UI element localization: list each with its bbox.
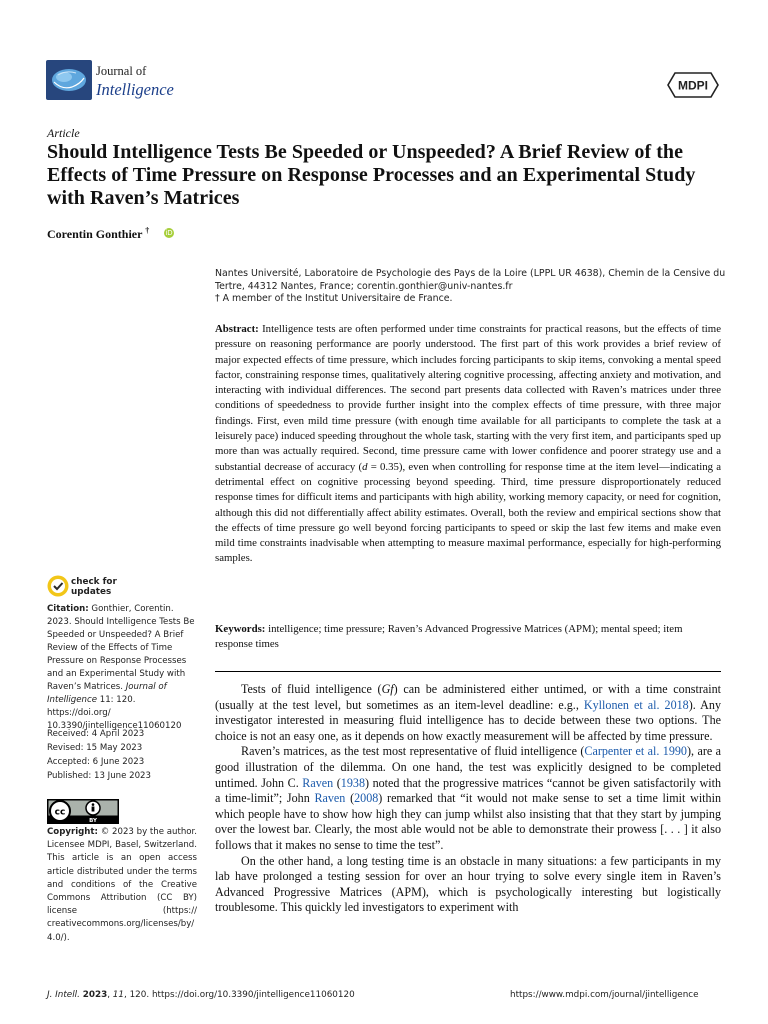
footer-doi[interactable]: , 120. https://doi.org/10.3390/jintelligence11060120 [123,990,355,1000]
copyright-block [47,826,197,945]
by-text: BY [89,818,97,824]
check-for-updates-icon[interactable] [47,575,69,597]
p2-text-f: ) remarked that “it would not make sense to set a time limit within which people have to show how high they can jump whilst also insisting that that they start by jumping over the lowest bar. Clearly, the most able would not be able to demonstrate their prowess [. . . ] it also follows that it makes no sense to time the test”. [215,791,721,852]
keywords-text: intelligence; time pressure; Raven’s Advanced Progressive Matrices (APM); mental speed; item response times [215,623,683,651]
citation-journal: Journal of Intelligence [47,682,167,705]
abstract-text-2: = 0.35), even when controlling for response time at the item level—indicating a detrimental effect on cognitive processing beyond speeding. Third, time pressure disproportionately reduced response times for difficult items and participants with high ability, working memory capacity, or need for cognition, although this did not differentially affect ability estimates. Overall, both the review and empirical sections show that the effects of time pressure go well beyond forcing participants to speed or skip the last few items and make even mild time constraints inadvisable when attempting to measure maximal performance, especially for high-performing samples. [215,460,722,565]
footer-journal-url[interactable]: https://www.mdpi.com/journal/jintelligence [510,990,699,1000]
check-for-updates-label[interactable] [71,578,117,597]
effect-size-symbol: d [362,460,368,473]
journal-logo [46,60,92,100]
abstract-text-1: Intelligence tests are often performed under time constraints for practical reasons, but the effects of time pressure on reasoning performance are poorly understood. The first part of this work provides a brief review of major expected effects of time pressure, which includes forcing participants to skip items, convoking a mental speed factor, constraining response times, qualitatively altering cognitive processing, affecting anxiety and motivation, and interacting with individual differences. The second part presents data collected with Raven’s matrices under three conditions of speededness to provide further insight into the complex effects of time pressure, with three major findings. First, even mild time pressure (with enough time available for all participants to complete the task at a leisurely pace) induced speeding throughout the whole task, starting with the very first item, and participants sped up more than was actually required. Second, time pressure came with lower confidence and poorer strategy use and a substantial decrease of accuracy ( [215,323,721,473]
paragraph-1 [215,682,721,744]
copyright-text: © 2023 by the author. Licensee MDPI, Basel, Switzerland. This article is an open access article distributed under the terms and conditions of the Creative Commons Attribution (CC BY) license (https:// creativecommons.org/licenses/by/ 4.0/). [47,827,198,943]
article-title: Should Intelligence Tests Be Speeded or Unspeeded? A Brief Review of the Effects of Time Pressure on Response Processes and an Experimental Study with Raven’s Matrices [47,141,696,209]
affiliation-note: † A member of the Institut Universitaire de France. [215,293,453,304]
gf-symbol: Gf [381,682,394,696]
cc-text: cc [54,807,66,818]
author-name-text: Corentin Gonthier [47,227,143,241]
citation-link-carpenter[interactable]: Carpenter et al. 1990 [584,744,687,759]
check-line-1: check for [71,577,117,587]
p1-text-c: ). Any investigator interested in measuring fluid intelligence has to decide between these two options. The choice is not an easy one, as it depends on how exactly measurement will be affected by time pressure. [215,697,721,743]
p2-text-c: ( [333,775,341,790]
date-received: Received: 4 April 2023 [47,729,145,739]
p1-text-a: Tests of fluid intelligence ( [241,682,382,696]
footer-year: 2023 [82,990,108,1000]
check-line-2: updates [71,586,112,597]
p2-text-b: ), are a good illustration of the dilemma. On one hand, the test was explicitly designed to be completed untimed. John C. [215,744,721,790]
date-accepted: Accepted: 6 June 2023 [47,757,145,767]
copyright-label: Copyright: [47,827,98,837]
citation-link-raven-2008-name[interactable]: Raven [314,791,346,806]
date-published: Published: 13 June 2023 [47,771,151,781]
p2-text-e: ( [345,791,355,806]
author-mark: † [145,226,150,235]
footer-citation: J. Intell. 2023, 11, 120. https://doi.org/10.3390/jintelligence11060120 [47,990,355,1000]
journal-name: Intelligence [96,80,174,99]
footer-journal: J. Intell. [47,990,80,1000]
citation-volume[interactable]: 11: 120. https://doi.org/ 10.3390/jintelligence11060120 [47,695,182,731]
footer-volume: 11 [112,990,124,1000]
article-type: Article [47,126,80,140]
citation-link-kyllonen[interactable]: Kyllonen et al. 2018 [583,697,689,712]
body-text [215,682,721,916]
p2-text-d: ) noted that the progressive matrices “cannot be given satisfactorily with a time-limit”; John [215,775,721,806]
p1-text-b: ) can be administered either untimed, or with a time constraint (usually at the test level, but sometimes as an item-level deadline: e.g., [215,682,721,712]
orcid-icon[interactable]: iD [165,229,173,237]
keywords [215,622,721,653]
citation-block [47,603,197,733]
abstract [215,322,721,567]
mdpi-logo[interactable] [667,72,719,98]
citation-link-raven-2008-year[interactable]: 2008 [354,791,379,806]
journal-of-label: Journal of [96,64,147,78]
citation-link-raven-1938-year[interactable]: 1938 [340,775,365,790]
author-name[interactable] [47,226,149,242]
section-divider [215,671,721,672]
abstract-label: Abstract: [215,323,259,335]
keywords-label: Keywords: [215,623,266,635]
mdpi-logo-text: MDPI [678,78,708,93]
p2-text-a: Raven’s matrices, as the test most representative of fluid intelligence ( [241,744,585,759]
date-revised: Revised: 15 May 2023 [47,743,143,753]
paragraph-2 [215,744,721,853]
citation-link-raven-1938-name[interactable]: Raven [302,775,334,790]
cc-by-license-icon[interactable] [47,799,119,824]
citation-label: Citation: [47,604,89,614]
citation-text: Gonthier, Corentin. 2023. Should Intelligence Tests Be Speeded or Unspeeded? A Brief Review of the Effects of Time Pressure on Response Processes and an Experimental Study with Raven’s Matrices. [47,604,195,692]
affiliation: Nantes Université, Laboratoire de Psychologie des Pays de la Loire (LPPL UR 4638), Chemin de la Censive du Tertre, 44312 Nantes, France; corentin.gonthier@univ-nantes.fr [215,268,726,292]
paragraph-3: On the other hand, a long testing time is an obstacle in many situations: a few participants in my lab have prolonged a testing session for over an hour trying to solve every single item in Raven’s Advanced Progressive Matrices (APM), which is psychologically interesting but logistically troublesome. This quickly led investigators to experiment with [215,853,721,915]
